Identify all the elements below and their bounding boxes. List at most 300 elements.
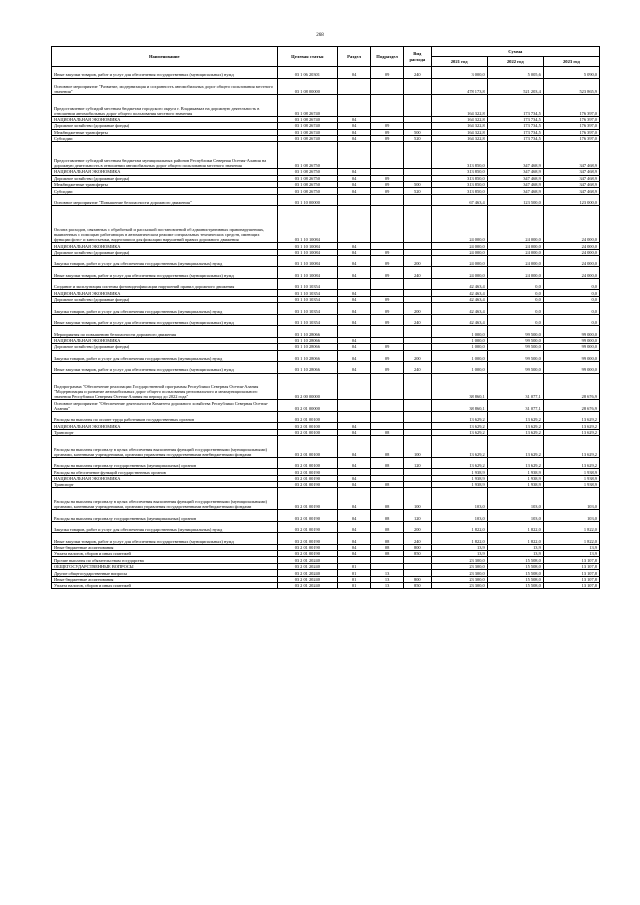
cell-subsection xyxy=(371,326,404,338)
cell-name: Субсидии xyxy=(52,188,278,194)
cell-name: НАЦИОНАЛЬНАЯ ЭКОНОМИКА xyxy=(52,169,278,175)
cell-amount-2023: 13 107,8 xyxy=(543,557,599,563)
cell-name: Другие общегосударственные вопросы xyxy=(52,570,278,576)
cell-amount-2022: 5 005,6 xyxy=(487,67,543,79)
cell-section: 01 xyxy=(338,576,371,582)
cell-target-code: 03 2 01 00190 xyxy=(277,475,338,481)
cell-amount-2022: 103,0 xyxy=(487,488,543,510)
cell-name: Подпрограмма "Обеспечение реализации Государственной программы Республики Северная Осетия-Алания "Модернизация и развитие автомобильных дорог общего пользования регионального и межмуниципального значения Республики Северная Осетия-Алания на период до 2022 года" xyxy=(52,373,278,400)
cell-subsection xyxy=(371,206,404,243)
cell-target-code: 03 1 10 10354 xyxy=(277,296,338,302)
cell-amount-2021: 24 000,0 xyxy=(431,243,487,249)
cell-amount-2023: 0,0 xyxy=(543,290,599,296)
cell-expense-type: 800 xyxy=(404,576,432,582)
cell-name: Уплата налогов, сборов и иных платежей xyxy=(52,551,278,557)
table-row xyxy=(52,194,600,206)
cell-amount-2021: 23 300,0 xyxy=(431,563,487,569)
cell-section: 04 xyxy=(338,290,371,296)
cell-amount-2022: 13 629,2 xyxy=(487,423,543,429)
cell-target-code: 03 2 01 00190 xyxy=(277,482,338,488)
cell-amount-2021: 1 000,0 xyxy=(431,337,487,343)
header-subsection: Подраздел xyxy=(371,47,404,67)
cell-target-code: 03 1 10 10084 xyxy=(277,243,338,249)
cell-amount-2023: 176 397,0 xyxy=(543,123,599,129)
table-row xyxy=(52,521,600,533)
cell-name: Субсидии xyxy=(52,135,278,141)
cell-target-code: 03 2 01 00100 xyxy=(277,423,338,429)
cell-amount-2023: 1 938,9 xyxy=(543,469,599,475)
cell-expense-type: 240 xyxy=(404,533,432,545)
cell-section: 04 xyxy=(338,337,371,343)
cell-section: 04 xyxy=(338,116,371,122)
cell-target-code: 03 1 08 26750 xyxy=(277,175,338,181)
cell-subsection xyxy=(371,278,404,290)
cell-amount-2023: 99 000,0 xyxy=(543,337,599,343)
cell-subsection xyxy=(371,411,404,423)
cell-amount-2022: 99 500,0 xyxy=(487,350,543,362)
cell-expense-type: 520 xyxy=(404,188,432,194)
cell-amount-2022: 1 938,9 xyxy=(487,482,543,488)
cell-section xyxy=(338,278,371,290)
cell-target-code: 03 1 08 26750 xyxy=(277,181,338,187)
table-row xyxy=(52,533,600,545)
cell-amount-2022: 173 734,5 xyxy=(487,116,543,122)
cell-subsection: 09 xyxy=(371,135,404,141)
cell-section: 04 xyxy=(338,267,371,279)
cell-target-code: 03 2 01 00100 xyxy=(277,436,338,458)
cell-amount-2021: 13 629,2 xyxy=(431,423,487,429)
cell-amount-2021: 24 000,0 xyxy=(431,249,487,255)
cell-amount-2022: 347 468,9 xyxy=(487,188,543,194)
cell-amount-2022: 24 000,0 xyxy=(487,249,543,255)
cell-subsection: 08 xyxy=(371,482,404,488)
cell-target-code: 03 1 08 26740 xyxy=(277,116,338,122)
cell-section: 04 xyxy=(338,169,371,175)
cell-name: Закупка товаров, работ и услуг для обеспечения государственных (муниципальных) нужд xyxy=(52,303,278,315)
cell-amount-2021: 23 300,0 xyxy=(431,557,487,563)
cell-section xyxy=(338,95,371,117)
cell-amount-2023: 24 000,0 xyxy=(543,249,599,255)
cell-expense-type xyxy=(404,206,432,243)
cell-amount-2022: 13 629,2 xyxy=(487,457,543,469)
cell-name: Закупка товаров, работ и услуг для обеспечения государственных (муниципальных) нужд xyxy=(52,521,278,533)
cell-target-code: 03 1 10 10084 xyxy=(277,206,338,243)
cell-section: 04 xyxy=(338,296,371,302)
cell-target-code: 03 1 08 26740 xyxy=(277,129,338,135)
table-row xyxy=(52,78,600,95)
cell-amount-2023: 0,0 xyxy=(543,296,599,302)
cell-subsection: 09 xyxy=(371,296,404,302)
cell-amount-2021: 23 300,0 xyxy=(431,576,487,582)
cell-amount-2021: 313 850,0 xyxy=(431,181,487,187)
cell-amount-2021: 24 000,0 xyxy=(431,267,487,279)
cell-amount-2022: 103,0 xyxy=(487,510,543,522)
cell-name: Дорожное хозяйство (дорожные фонды) xyxy=(52,296,278,302)
cell-amount-2022: 13,9 xyxy=(487,544,543,550)
header-year-2022: 2022 год xyxy=(487,57,543,67)
cell-expense-type: 100 xyxy=(404,488,432,510)
cell-section: 04 xyxy=(338,314,371,326)
cell-amount-2021: 313 850,0 xyxy=(431,175,487,181)
cell-name: Предоставление субсидий местным бюджетам городского округа г. Владикавказ на дорожную деятельность в отношении автомобильных дорог общего пользования местного значения xyxy=(52,95,278,117)
cell-expense-type: 200 xyxy=(404,303,432,315)
cell-amount-2022: 31 077,1 xyxy=(487,400,543,412)
cell-name: Дорожное хозяйство (дорожные фонды) xyxy=(52,123,278,129)
cell-amount-2023: 347 468,9 xyxy=(543,169,599,175)
table-header xyxy=(52,47,600,67)
cell-subsection: 09 xyxy=(371,350,404,362)
page-number: 268 xyxy=(316,33,324,38)
cell-target-code: 03 1 10 10084 xyxy=(277,255,338,267)
cell-amount-2023: 347 468,9 xyxy=(543,142,599,169)
cell-section: 04 xyxy=(338,436,371,458)
header-name: Наименование xyxy=(52,47,278,67)
cell-section: 04 xyxy=(338,135,371,141)
cell-subsection: 08 xyxy=(371,488,404,510)
cell-amount-2021: 1 938,9 xyxy=(431,482,487,488)
cell-amount-2021: 13 629,2 xyxy=(431,411,487,423)
cell-section: 01 xyxy=(338,570,371,576)
table-row xyxy=(52,303,600,315)
cell-target-code: 03 2 01 00190 xyxy=(277,469,338,475)
cell-name: Расходы на выплаты персоналу в целях обеспечения выполнения функций государственными (муниципальными) органами, казенными учреждениями, органами управления государственными внебюджетными фондами xyxy=(52,488,278,510)
cell-amount-2021: 1 000,0 xyxy=(431,326,487,338)
cell-target-code: 03 1 10 28066 xyxy=(277,362,338,374)
header-code: Целевая статья xyxy=(277,47,338,67)
cell-amount-2021: 24 000,0 xyxy=(431,206,487,243)
cell-target-code: 03 1 08 26750 xyxy=(277,169,338,175)
cell-amount-2021: 164 322,8 xyxy=(431,129,487,135)
cell-amount-2021: 313 850,0 xyxy=(431,169,487,175)
cell-target-code: 03 2 01 00100 xyxy=(277,411,338,423)
cell-amount-2023: 1 822,0 xyxy=(543,521,599,533)
cell-expense-type: 100 xyxy=(404,436,432,458)
cell-name: Транспорт xyxy=(52,482,278,488)
cell-section: 04 xyxy=(338,175,371,181)
table-row xyxy=(52,206,600,243)
cell-amount-2023: 1 938,9 xyxy=(543,482,599,488)
cell-subsection xyxy=(371,142,404,169)
cell-section: 01 xyxy=(338,583,371,589)
cell-name: НАЦИОНАЛЬНАЯ ЭКОНОМИКА xyxy=(52,475,278,481)
cell-expense-type: 240 xyxy=(404,67,432,79)
cell-section: 01 xyxy=(338,563,371,569)
cell-amount-2021: 67 463,4 xyxy=(431,194,487,206)
cell-amount-2022: 15 508,0 xyxy=(487,583,543,589)
cell-amount-2021: 13,9 xyxy=(431,551,487,557)
cell-amount-2021: 13 629,2 xyxy=(431,429,487,435)
cell-name: Иные закупки товаров, работ и услуг для обеспечения государственных (муниципальных) нужд xyxy=(52,314,278,326)
cell-amount-2021: 13 629,2 xyxy=(431,457,487,469)
cell-amount-2021: 23 300,0 xyxy=(431,583,487,589)
cell-amount-2022: 99 500,0 xyxy=(487,344,543,350)
cell-amount-2023: 347 468,9 xyxy=(543,188,599,194)
table-row xyxy=(52,314,600,326)
cell-amount-2021: 1 822,0 xyxy=(431,521,487,533)
cell-name: Иные бюджетные ассигнования xyxy=(52,544,278,550)
cell-target-code: 03 1 10 28066 xyxy=(277,337,338,343)
cell-amount-2022: 0,0 xyxy=(487,296,543,302)
cell-section: 04 xyxy=(338,429,371,435)
cell-section: 04 xyxy=(338,457,371,469)
cell-amount-2021: 164 322,8 xyxy=(431,95,487,117)
cell-expense-type xyxy=(404,326,432,338)
cell-subsection: 08 xyxy=(371,457,404,469)
cell-section: 04 xyxy=(338,475,371,481)
cell-amount-2022: 347 468,9 xyxy=(487,169,543,175)
cell-target-code: 03 2 01 20240 xyxy=(277,570,338,576)
cell-amount-2022: 15 508,0 xyxy=(487,557,543,563)
cell-target-code: 03 1 10 00000 xyxy=(277,194,338,206)
cell-name: Иные бюджетные ассигнования xyxy=(52,576,278,582)
cell-subsection: 09 xyxy=(371,303,404,315)
table-row xyxy=(52,278,600,290)
cell-expense-type: 120 xyxy=(404,457,432,469)
cell-amount-2022: 24 000,0 xyxy=(487,243,543,249)
cell-subsection: 09 xyxy=(371,67,404,79)
cell-subsection: 08 xyxy=(371,510,404,522)
cell-name: Предоставление субсидий местным бюджетам муниципальных районов Республики Северная Осетия-Алания на дорожную деятельность в отношении автомобильных дорог общего пользования местного значения xyxy=(52,142,278,169)
cell-name: НАЦИОНАЛЬНАЯ ЭКОНОМИКА xyxy=(52,116,278,122)
cell-target-code: 03 2 01 20240 xyxy=(277,557,338,563)
header-sum: Сумма xyxy=(431,47,599,57)
cell-amount-2023: 99 000,0 xyxy=(543,362,599,374)
cell-name: ОБЩЕГОСУДАРСТВЕННЫЕ ВОПРОСЫ xyxy=(52,563,278,569)
cell-amount-2021: 164 322,8 xyxy=(431,135,487,141)
cell-amount-2023: 13,9 xyxy=(543,544,599,550)
cell-subsection: 13 xyxy=(371,583,404,589)
cell-subsection xyxy=(371,373,404,400)
cell-amount-2022: 24 000,0 xyxy=(487,267,543,279)
cell-amount-2022: 15 508,0 xyxy=(487,570,543,576)
cell-name: Закупка товаров, работ и услуг для обеспечения государственных (муниципальных) нужд xyxy=(52,255,278,267)
cell-amount-2022: 13 629,2 xyxy=(487,411,543,423)
cell-expense-type: 120 xyxy=(404,510,432,522)
cell-target-code: 03 1 10 10354 xyxy=(277,290,338,296)
cell-amount-2023: 1 938,9 xyxy=(543,475,599,481)
cell-amount-2021: 42 463,4 xyxy=(431,290,487,296)
cell-amount-2023: 176 397,0 xyxy=(543,116,599,122)
cell-amount-2023: 176 397,0 xyxy=(543,135,599,141)
cell-target-code: 03 2 01 20240 xyxy=(277,583,338,589)
cell-target-code: 03 1 10 28066 xyxy=(277,326,338,338)
cell-target-code: 03 2 01 00190 xyxy=(277,488,338,510)
cell-subsection: 08 xyxy=(371,436,404,458)
cell-amount-2021: 13 629,2 xyxy=(431,436,487,458)
table-row xyxy=(52,255,600,267)
cell-amount-2022: 13 629,2 xyxy=(487,436,543,458)
cell-amount-2022: 24 000,0 xyxy=(487,255,543,267)
cell-amount-2022: 173 734,5 xyxy=(487,123,543,129)
cell-amount-2022: 0,0 xyxy=(487,303,543,315)
cell-subsection: 08 xyxy=(371,551,404,557)
cell-expense-type xyxy=(404,278,432,290)
cell-section xyxy=(338,78,371,95)
table-row xyxy=(52,583,600,589)
cell-amount-2021: 1 000,0 xyxy=(431,362,487,374)
cell-name: НАЦИОНАЛЬНАЯ ЭКОНОМИКА xyxy=(52,290,278,296)
cell-subsection: 13 xyxy=(371,576,404,582)
cell-section: 04 xyxy=(338,362,371,374)
cell-target-code: 03 2 01 00190 xyxy=(277,521,338,533)
cell-amount-2021: 38 860,1 xyxy=(431,400,487,412)
cell-amount-2023: 103,0 xyxy=(543,488,599,510)
cell-target-code: 03 1 08 26750 xyxy=(277,188,338,194)
cell-subsection: 08 xyxy=(371,429,404,435)
cell-section: 04 xyxy=(338,249,371,255)
cell-subsection: 09 xyxy=(371,249,404,255)
cell-target-code: 03 2 01 20240 xyxy=(277,576,338,582)
cell-amount-2023: 99 000,0 xyxy=(543,344,599,350)
cell-subsection: 09 xyxy=(371,255,404,267)
cell-amount-2023: 347 468,9 xyxy=(543,181,599,187)
cell-section: 04 xyxy=(338,551,371,557)
table-row xyxy=(52,326,600,338)
cell-section xyxy=(338,373,371,400)
table-row xyxy=(52,362,600,374)
cell-amount-2021: 1 938,9 xyxy=(431,475,487,481)
cell-name: Дорожное хозяйство (дорожные фонды) xyxy=(52,175,278,181)
cell-expense-type: 240 xyxy=(404,314,432,326)
cell-target-code: 03 1 06 20301 xyxy=(277,67,338,79)
cell-target-code: 03 2 00 00000 xyxy=(277,373,338,400)
cell-name: Расходы на выплаты персоналу в целях обеспечения выполнения функций государственными (муниципальными) органами, казенными учреждениями, органами управления государственными внебюджетными фондами xyxy=(52,436,278,458)
cell-amount-2023: 176 397,0 xyxy=(543,129,599,135)
cell-amount-2022: 99 500,0 xyxy=(487,337,543,343)
cell-section: 04 xyxy=(338,129,371,135)
table-row xyxy=(52,510,600,522)
cell-target-code: 03 1 10 10084 xyxy=(277,249,338,255)
cell-name: Создание и эксплуатация системы фотовидеофиксации нарушений правил дорожного движения xyxy=(52,278,278,290)
cell-target-code: 03 1 08 00000 xyxy=(277,78,338,95)
cell-section: 04 xyxy=(338,188,371,194)
cell-section: 04 xyxy=(338,255,371,267)
cell-amount-2023: 13 629,2 xyxy=(543,423,599,429)
cell-amount-2023: 13 107,8 xyxy=(543,583,599,589)
cell-expense-type: 500 xyxy=(404,129,432,135)
cell-amount-2023: 0,0 xyxy=(543,278,599,290)
cell-section: 04 xyxy=(338,181,371,187)
table-row xyxy=(52,142,600,169)
cell-subsection xyxy=(371,78,404,95)
cell-section xyxy=(338,194,371,206)
cell-expense-type xyxy=(404,411,432,423)
cell-subsection: 09 xyxy=(371,267,404,279)
table-row xyxy=(52,488,600,510)
cell-amount-2021: 42 463,4 xyxy=(431,314,487,326)
cell-name: Расходы на выплаты по оплате труда работников государственных органов xyxy=(52,411,278,423)
cell-section: 04 xyxy=(338,243,371,249)
cell-target-code: 03 2 01 20240 xyxy=(277,563,338,569)
cell-expense-type: 200 xyxy=(404,521,432,533)
cell-subsection xyxy=(371,95,404,117)
cell-name: Уплата налогов, сборов и иных платежей xyxy=(52,583,278,589)
cell-expense-type xyxy=(404,142,432,169)
cell-amount-2022: 0,0 xyxy=(487,290,543,296)
cell-subsection: 13 xyxy=(371,570,404,576)
cell-amount-2022: 13,9 xyxy=(487,551,543,557)
cell-amount-2022: 99 500,0 xyxy=(487,326,543,338)
cell-amount-2022: 13 629,2 xyxy=(487,429,543,435)
cell-name: Расходы на обеспечение функций государственных органов xyxy=(52,469,278,475)
cell-amount-2023: 103,0 xyxy=(543,510,599,522)
cell-amount-2023: 5 090,0 xyxy=(543,67,599,79)
cell-name: Межбюджетные трансферты xyxy=(52,181,278,187)
cell-section: 04 xyxy=(338,67,371,79)
cell-amount-2021: 103,0 xyxy=(431,510,487,522)
cell-target-code: 03 1 10 10354 xyxy=(277,278,338,290)
cell-amount-2022: 123 500,0 xyxy=(487,194,543,206)
cell-name: Иные закупки товаров, работ и услуг для обеспечения государственных (муниципальных) нужд xyxy=(52,267,278,279)
cell-amount-2022: 1 938,9 xyxy=(487,469,543,475)
cell-amount-2023: 176 397,0 xyxy=(543,95,599,117)
cell-target-code: 03 2 01 00100 xyxy=(277,429,338,435)
cell-section xyxy=(338,142,371,169)
cell-expense-type: 800 xyxy=(404,544,432,550)
cell-amount-2023: 0,0 xyxy=(543,314,599,326)
cell-name: Расходы на выплаты персоналу государственных (муниципальных) органов xyxy=(52,457,278,469)
cell-amount-2023: 13 107,8 xyxy=(543,570,599,576)
cell-expense-type: 850 xyxy=(404,551,432,557)
cell-name: Прочие выплаты по обязательствам государства xyxy=(52,557,278,563)
cell-expense-type xyxy=(404,373,432,400)
cell-expense-type: 240 xyxy=(404,267,432,279)
cell-subsection xyxy=(371,194,404,206)
cell-expense-type xyxy=(404,78,432,95)
cell-target-code: 03 1 10 28066 xyxy=(277,350,338,362)
cell-subsection: 09 xyxy=(371,175,404,181)
cell-amount-2021: 1 000,0 xyxy=(431,344,487,350)
cell-amount-2023: 347 468,9 xyxy=(543,175,599,181)
cell-amount-2023: 13 629,2 xyxy=(543,429,599,435)
cell-subsection: 08 xyxy=(371,544,404,550)
cell-amount-2023: 1 822,0 xyxy=(543,533,599,545)
cell-amount-2022: 15 508,0 xyxy=(487,563,543,569)
header-year-2021: 2021 год xyxy=(431,57,487,67)
cell-target-code: 03 2 01 00190 xyxy=(277,551,338,557)
cell-name: Транспорт xyxy=(52,429,278,435)
cell-expense-type: 200 xyxy=(404,350,432,362)
cell-subsection: 09 xyxy=(371,344,404,350)
cell-section: 04 xyxy=(338,303,371,315)
cell-name: НАЦИОНАЛЬНАЯ ЭКОНОМИКА xyxy=(52,423,278,429)
budget-table xyxy=(51,46,600,589)
cell-name: Иные закупки товаров, работ и услуг для обеспечения государственных (муниципальных) нужд xyxy=(52,67,278,79)
cell-amount-2021: 313 850,0 xyxy=(431,188,487,194)
cell-amount-2021: 313 850,0 xyxy=(431,142,487,169)
cell-amount-2022: 347 468,9 xyxy=(487,181,543,187)
table-row xyxy=(52,436,600,458)
cell-section: 04 xyxy=(338,521,371,533)
cell-expense-type xyxy=(404,194,432,206)
cell-amount-2023: 523 865,9 xyxy=(543,78,599,95)
cell-amount-2021: 164 322,8 xyxy=(431,116,487,122)
cell-target-code: 03 2 01 00000 xyxy=(277,400,338,412)
cell-section: 04 xyxy=(338,488,371,510)
cell-amount-2022: 347 468,9 xyxy=(487,175,543,181)
cell-name: Мероприятия по повышению безопасности дорожного движения xyxy=(52,326,278,338)
header-type: Вид расхода xyxy=(404,47,432,67)
cell-name: НАЦИОНАЛЬНАЯ ЭКОНОМИКА xyxy=(52,337,278,343)
cell-name: Основное мероприятие "Развитие, модернизация и сохранность автомобильных дорог общего пользования местного значения" xyxy=(52,78,278,95)
cell-target-code: 03 1 08 26740 xyxy=(277,95,338,117)
cell-name: Оплата расходов, связанных с обработкой и рассылкой постановлений об административных правонарушениях, выявленных с помощью работающих в автоматическом режиме специальных технических средств, имеющих функции фото- и киносъемки, видеозаписи для фиксации нарушений правил дорожного движения xyxy=(52,206,278,243)
cell-expense-type xyxy=(404,400,432,412)
cell-target-code: 03 1 10 10354 xyxy=(277,303,338,315)
cell-section: 04 xyxy=(338,533,371,545)
cell-amount-2023: 13 629,2 xyxy=(543,411,599,423)
cell-section xyxy=(338,400,371,412)
